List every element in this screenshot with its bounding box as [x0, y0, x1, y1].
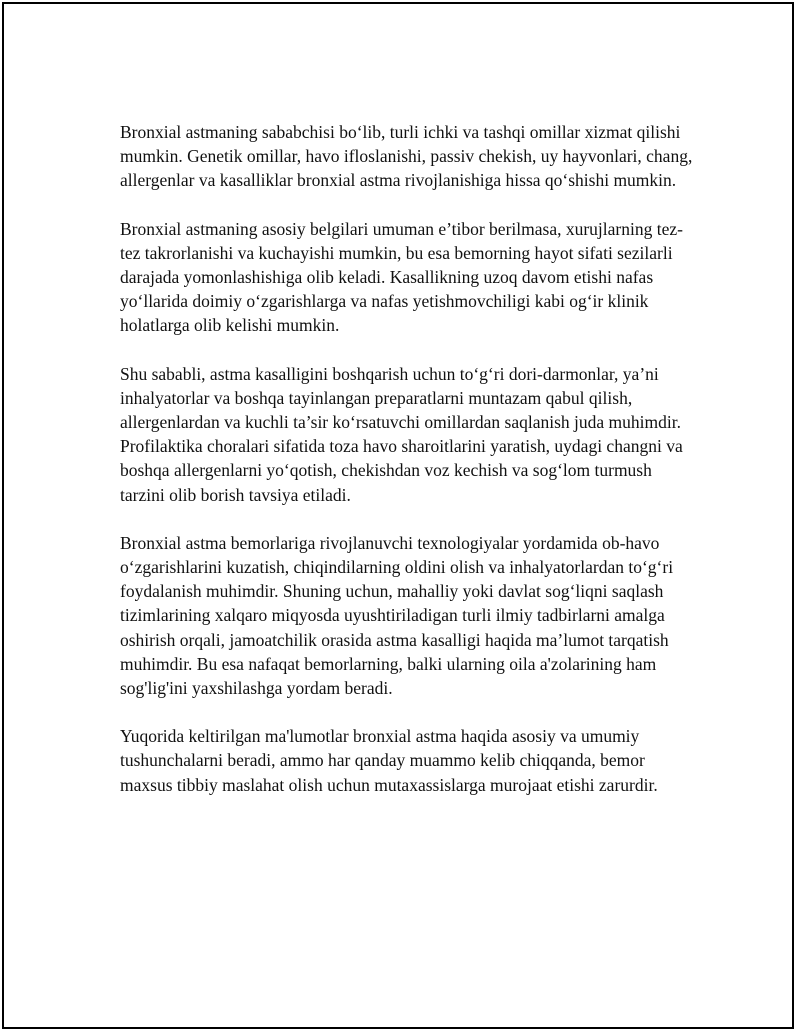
document-page: [2, 2, 794, 1029]
paragraph-1: Bronxial astmaning sababchisi bo‘lib, turli ichki va tashqi omillar xizmat qilishi mumkin. Genetik omillar, havo ifloslanishi, passiv chekish, uy hayvonlari, chang, allergenlar va kasalliklar bronxial astma rivojlanishiga hissa qo‘shishi mumkin.: [120, 122, 693, 191]
paragraph-4: Bronxial astma bemorlariga rivojlanuvchi texnologiyalar yordamida ob-havo o‘zgarishlarini kuzatish, chiqindilarning oldini olish va inhalyatorlardan to‘g‘ri foydalanish muhimdir. Shuning uchun, mahalliy yoki davlat sog‘liqni saqlash tizimlarining xalqaro miqyosda uyushtiriladigan turli ilmiy tadbirlarni amalga oshirish orqali, jamoatchilik orasida astma kasalligi haqida ma’lumot tarqatish muhimdir. Bu esa nafaqat bemorlarning, balki ularning oila a'zolarining ham sog'lig'ini yaxshilashga yordam beradi.: [120, 532, 674, 699]
paragraph-3: Shu sababli, astma kasalligini boshqarish uchun to‘g‘ri dori-darmonlar, ya’ni inhalyatorlar va boshqa tayinlangan preparatlarni muntazam qabul qilish, allergenlardan va kuchli ta’sir ko‘rsatuvchi omillardan saqlanish juda muhimdir. Profilaktika choralari sifatida toza havo sharoitlarini yaratish, uydagi changni va boshqa allergenlarni yo‘qotish, chekishdan voz kechish va sog‘lom turmush tarzini olib borish tavsiya etiladi.: [120, 363, 683, 505]
paragraph-5: Yuqorida keltirilgan ma'lumotlar bronxial astma haqida asosiy va umumiy tushunchalarni beradi, ammo har qanday muammo kelib chiqqanda, bemor maxsus tibbiy maslahat olish uchun mutaxassislarga murojaat etishi zarurdir.: [120, 726, 658, 795]
paragraph-2: Bronxial astmaning asosiy belgilari umuman e’tibor berilmasa, xurujlarning tez-tez takrorlanishi va kuchayishi mumkin, bu esa bemorning hayot sifati sezilarli darajada yomonlashishiga olib keladi. Kasallikning uzoq davom etishi nafas yo‘llarida doimiy o‘zgarishlarga va nafas yetishmovchiligi kabi og‘ir klinik holatlarga olib kelishi mumkin.: [120, 218, 683, 336]
document-body: [120, 120, 700, 821]
